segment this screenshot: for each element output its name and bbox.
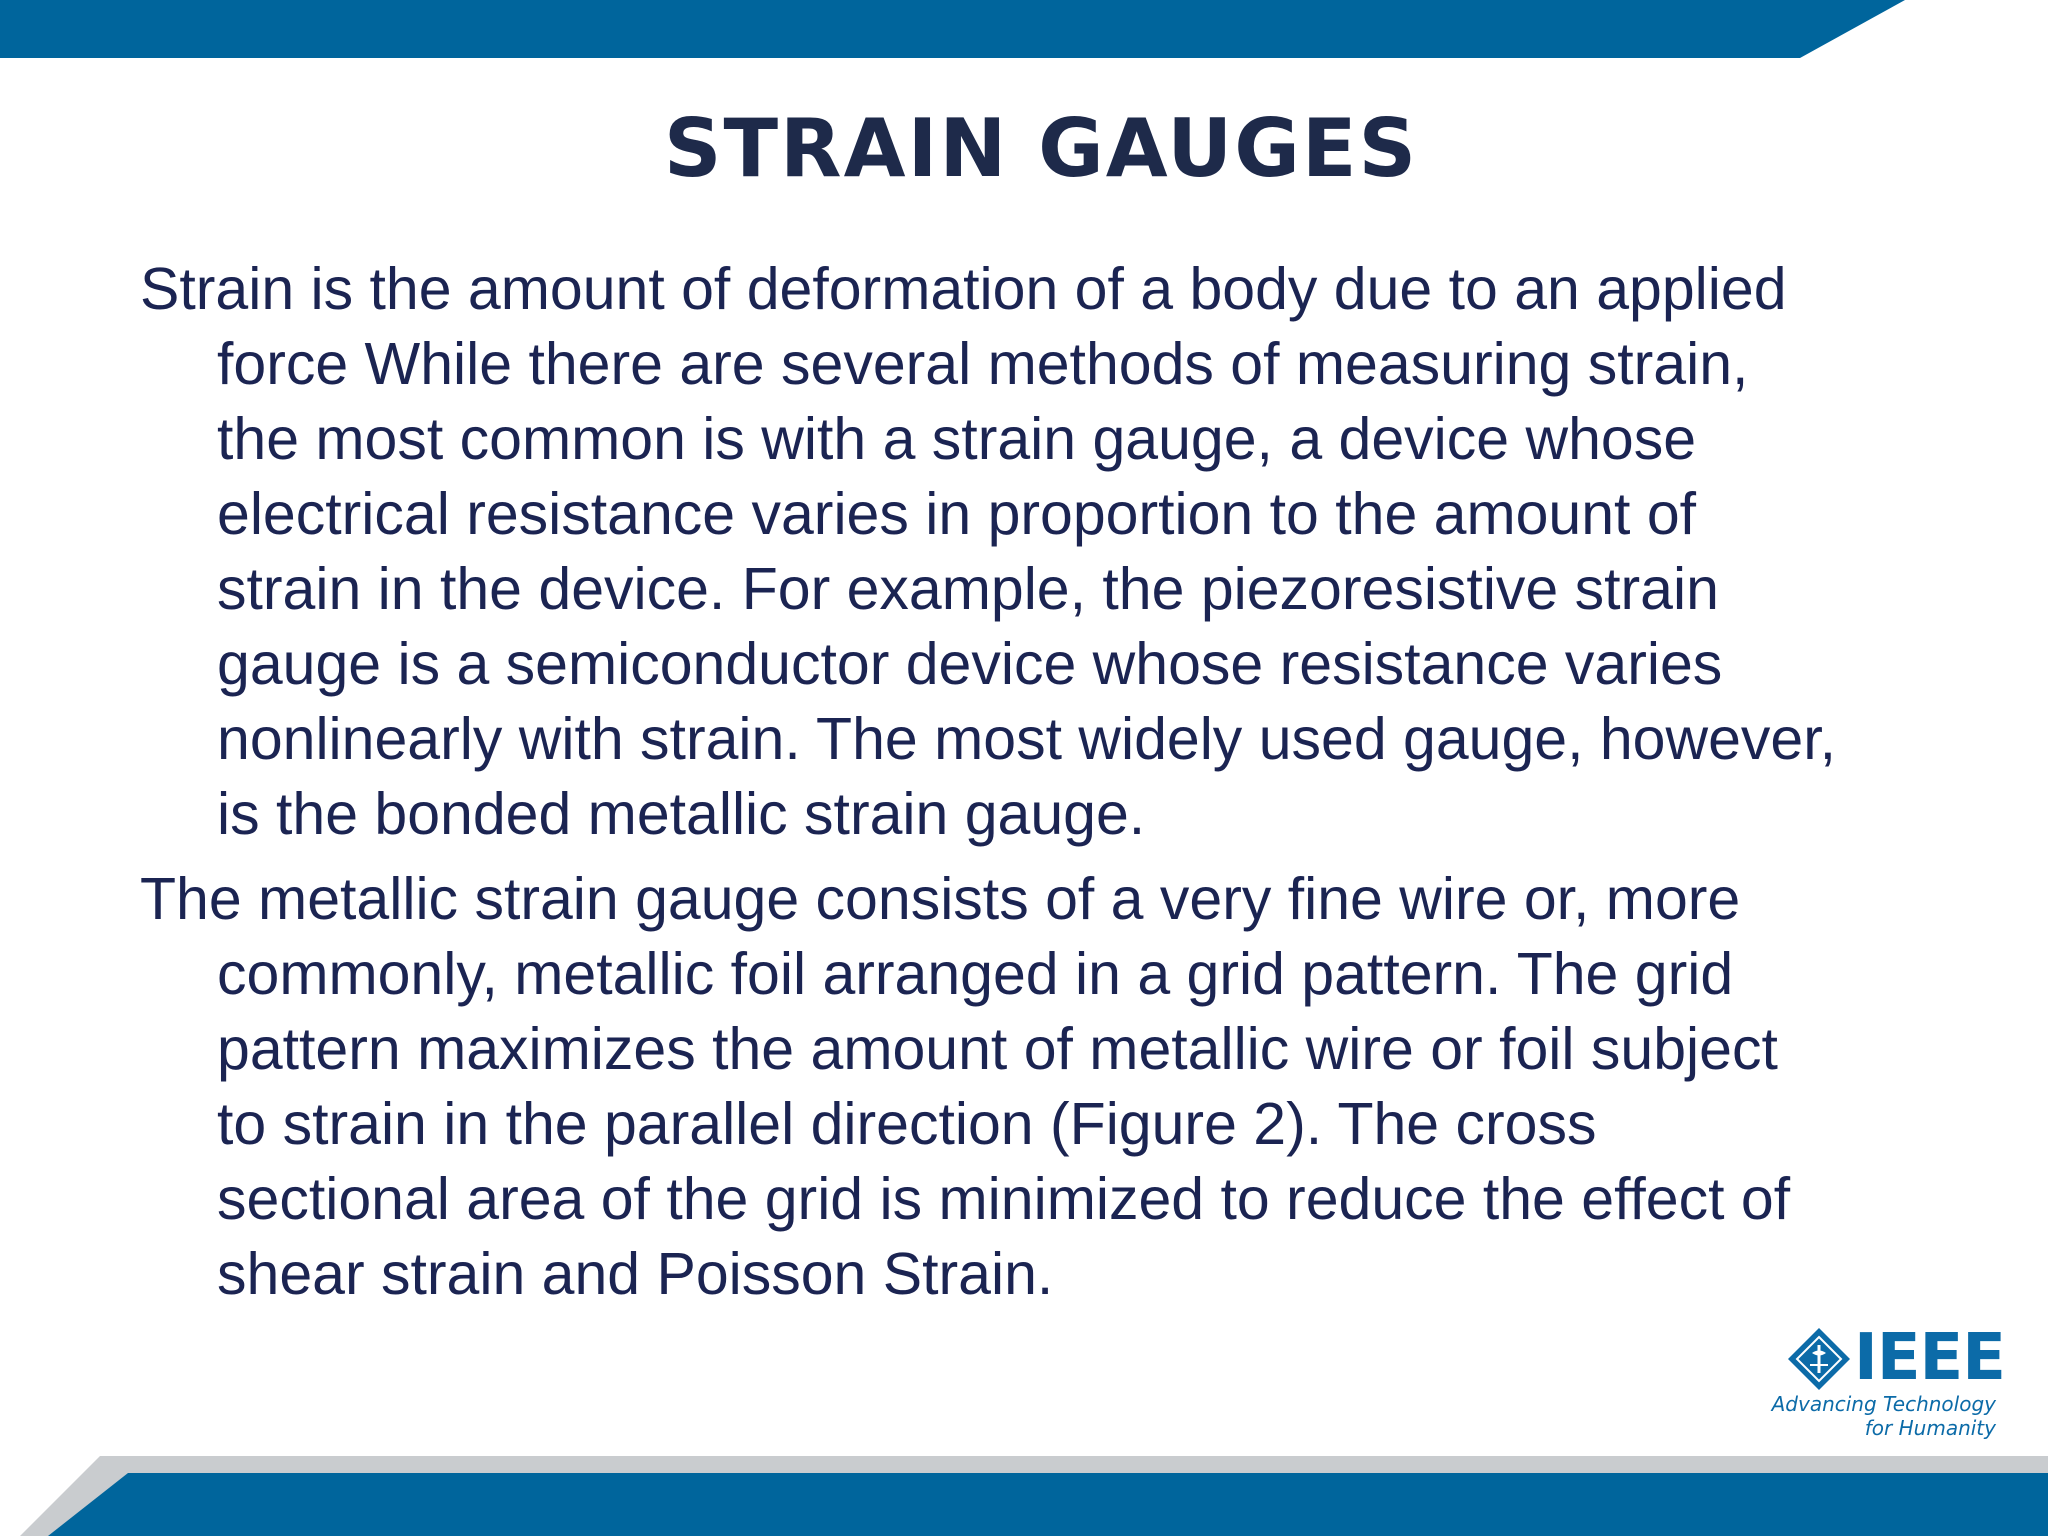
slide-title: STRAIN GAUGES [663,102,1419,195]
ieee-diamond-icon [1786,1326,1852,1392]
ieee-logo [1771,1321,2005,1442]
slide-body [140,252,1970,1322]
paragraph-1: Strain is the amount of deformation of a body due to an applied force While there are several methods of measuring strain, the most common is with a strain gauge, a device whose electrical resistance varies in proportion to the amount of strain in the device. For example, the piezoresistive strain gauge is a semiconductor device whose resistance varies nonlinearly with strain. The most widely used gauge, however, is the bonded metallic strain gauge. [140,256,1837,847]
paragraph-2: The metallic strain gauge consists of a very fine wire or, more commonly, metallic foil arranged in a grid pattern. The grid pattern maximizes the amount of metallic wire or foil subject to strain in the parallel direction (Figure 2). The cross sectional area of the grid is minimized to reduce the effect of shear strain and Poisson Strain. [140,866,1791,1307]
top-banner [0,0,2048,60]
logo-tagline-line-2: for Humanity [1864,1416,1996,1440]
ieee-wordmark: IEEE [1854,1321,2005,1395]
bottom-banner [0,1456,2048,1536]
top-banner-blue [0,0,1905,58]
logo-tagline-line-1: Advancing Technology [1771,1392,1996,1416]
bottom-banner-blue [48,1473,2048,1536]
